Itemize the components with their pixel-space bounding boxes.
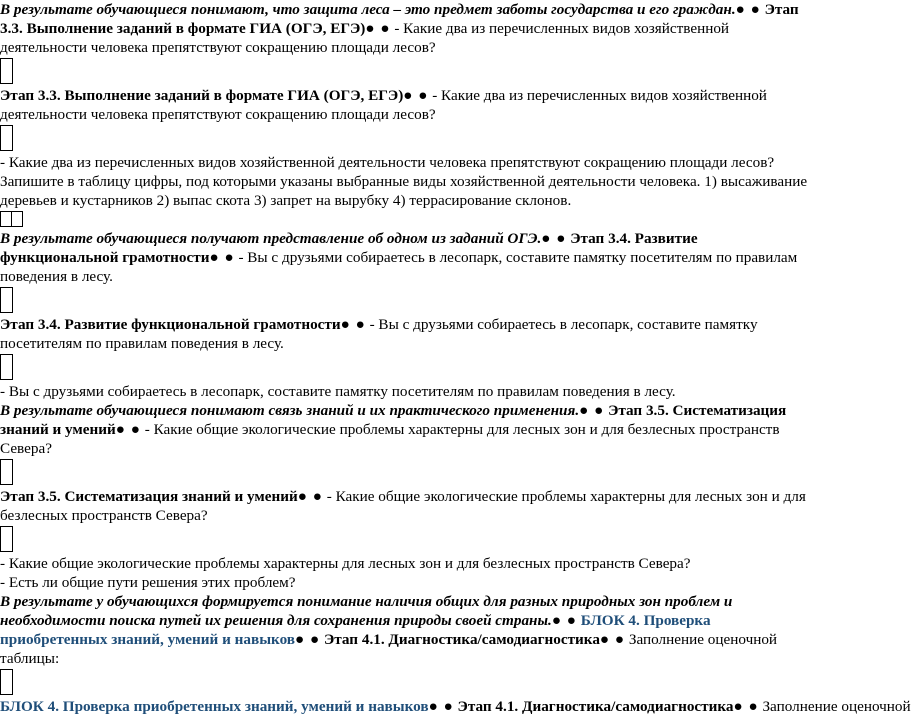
paragraph — [0, 0, 812, 57]
answer-box[interactable] — [0, 58, 13, 84]
paragraph — [0, 86, 812, 124]
paragraph — [0, 172, 812, 210]
paragraph — [0, 315, 812, 353]
bullet-dots-icon: ● ● — [297, 488, 323, 505]
answer-cell[interactable] — [11, 211, 23, 227]
paragraph — [0, 153, 812, 172]
bullet-dots-icon: ● ● — [365, 20, 391, 37]
bullet-dots-icon: ● ● — [403, 87, 429, 104]
paragraph — [0, 554, 812, 573]
stage-title: Этап 3.4. Развитие функциональной грамотности — [0, 316, 341, 333]
result-text: В результате обучающиеся понимают связь знаний и их практического применения. — [0, 402, 580, 419]
question-text: - Вы с друзьями собираетесь в лесопарк, составите памятку посетителям по правилам поведения в лесу. — [0, 249, 798, 285]
paragraph — [0, 592, 812, 668]
question-text: - Какие общие экологические проблемы характерны для лесных зон и для безлесных пространств Севера? — [0, 555, 691, 572]
result-text: В результате обучающиеся понимают, что защита леса – это предмет заботы государства и его граждан. — [0, 1, 736, 18]
question-text: - Есть ли общие пути решения этих проблем? — [0, 574, 296, 591]
answer-box[interactable] — [0, 125, 13, 151]
bullet-dots-icon: ● ● — [551, 612, 577, 629]
bullet-dots-icon: ● ● — [209, 249, 235, 266]
bullet-dots-icon: ● ● — [541, 230, 567, 247]
question-text: - Какие два из перечисленных видов хозяйственной деятельности человека препятствуют сокращению площади лесов? — [0, 87, 767, 123]
stage-title: Этап 3.5. Систематизация знаний и умений — [0, 402, 787, 438]
question-text: - Какие два из перечисленных видов хозяйственной деятельности человека препятствуют сокращению площади лесов? — [0, 154, 775, 171]
bullet-dots-icon: ● ● — [733, 698, 759, 715]
stage-title: Этап 3.5. Систематизация знаний и умений — [0, 488, 298, 505]
answer-box[interactable] — [0, 459, 13, 485]
answer-box[interactable] — [0, 287, 13, 313]
paragraph — [0, 382, 812, 401]
question-text: - Какие два из перечисленных видов хозяйственной деятельности человека препятствуют сокращению площади лесов? — [0, 20, 730, 56]
stage-title: Этап 3.3. Выполнение заданий в формате ГИА (ОГЭ, ЕГЭ) — [0, 1, 799, 37]
instruction-text: Запишите в таблицу цифры, под которыми указаны выбранные виды хозяйственной деятельности человека. 1) высаживание деревьев и кустарников 2) выпас скота 3) запрет на вырубку 4) террасирование склонов. — [0, 173, 808, 209]
paragraph — [0, 487, 812, 525]
question-text: Заполнение оценочной таблицы: — [0, 631, 778, 667]
question-text: Заполнение оценочной — [762, 698, 911, 715]
bullet-dots-icon: ● ● — [599, 631, 626, 648]
answer-box[interactable] — [0, 354, 13, 380]
paragraph — [0, 401, 812, 458]
bullet-dots-icon: ● ● — [340, 316, 366, 333]
question-text: - Вы с друзьями собираетесь в лесопарк, составите памятку посетителям по правилам поведения в лесу. — [0, 383, 676, 400]
stage-title: Этап 3.3. Выполнение заданий в формате ГИА (ОГЭ, ЕГЭ) — [0, 87, 404, 104]
result-text: В результате обучающиеся получают представление об одном из заданий ОГЭ. — [0, 230, 542, 247]
question-text: - Какие общие экологические проблемы характерны для лесных зон и для безлесных пространств Севера? — [0, 488, 806, 524]
bullet-dots-icon: ● ● — [735, 1, 761, 18]
block-title: БЛОК 4. Проверка приобретенных знаний, умений и навыков — [0, 698, 429, 715]
answer-table[interactable] — [0, 211, 812, 227]
paragraph — [0, 573, 812, 592]
bullet-dots-icon: ● ● — [295, 631, 321, 648]
block-title: БЛОК 4. Проверка приобретенных знаний, умений и навыков — [0, 612, 711, 648]
question-text: - Какие общие экологические проблемы характерны для лесных зон и для безлесных пространств Севера? — [0, 421, 780, 457]
answer-box[interactable] — [0, 526, 13, 552]
question-text: - Вы с друзьями собираетесь в лесопарк, составите памятку посетителям по правилам поведения в лесу. — [0, 316, 758, 352]
bullet-dots-icon: ● ● — [428, 698, 454, 715]
paragraph — [0, 697, 911, 716]
answer-box[interactable] — [0, 669, 13, 695]
stage-title: Этап 4.1. Диагностика/самодиагностика — [457, 698, 734, 715]
bullet-dots-icon: ● ● — [115, 421, 141, 438]
bullet-dots-icon: ● ● — [579, 402, 605, 419]
result-text: В результате у обучающихся формируется понимание наличия общих для разных природных зон проблем и необходимости поиска путей их решения для сохранения природы своей страны. — [0, 593, 733, 629]
paragraph — [0, 229, 812, 286]
stage-title: Этап 4.1. Диагностика/самодиагностика — [323, 631, 600, 648]
stage-title: Этап 3.4. Развитие функциональной грамотности — [0, 230, 698, 266]
